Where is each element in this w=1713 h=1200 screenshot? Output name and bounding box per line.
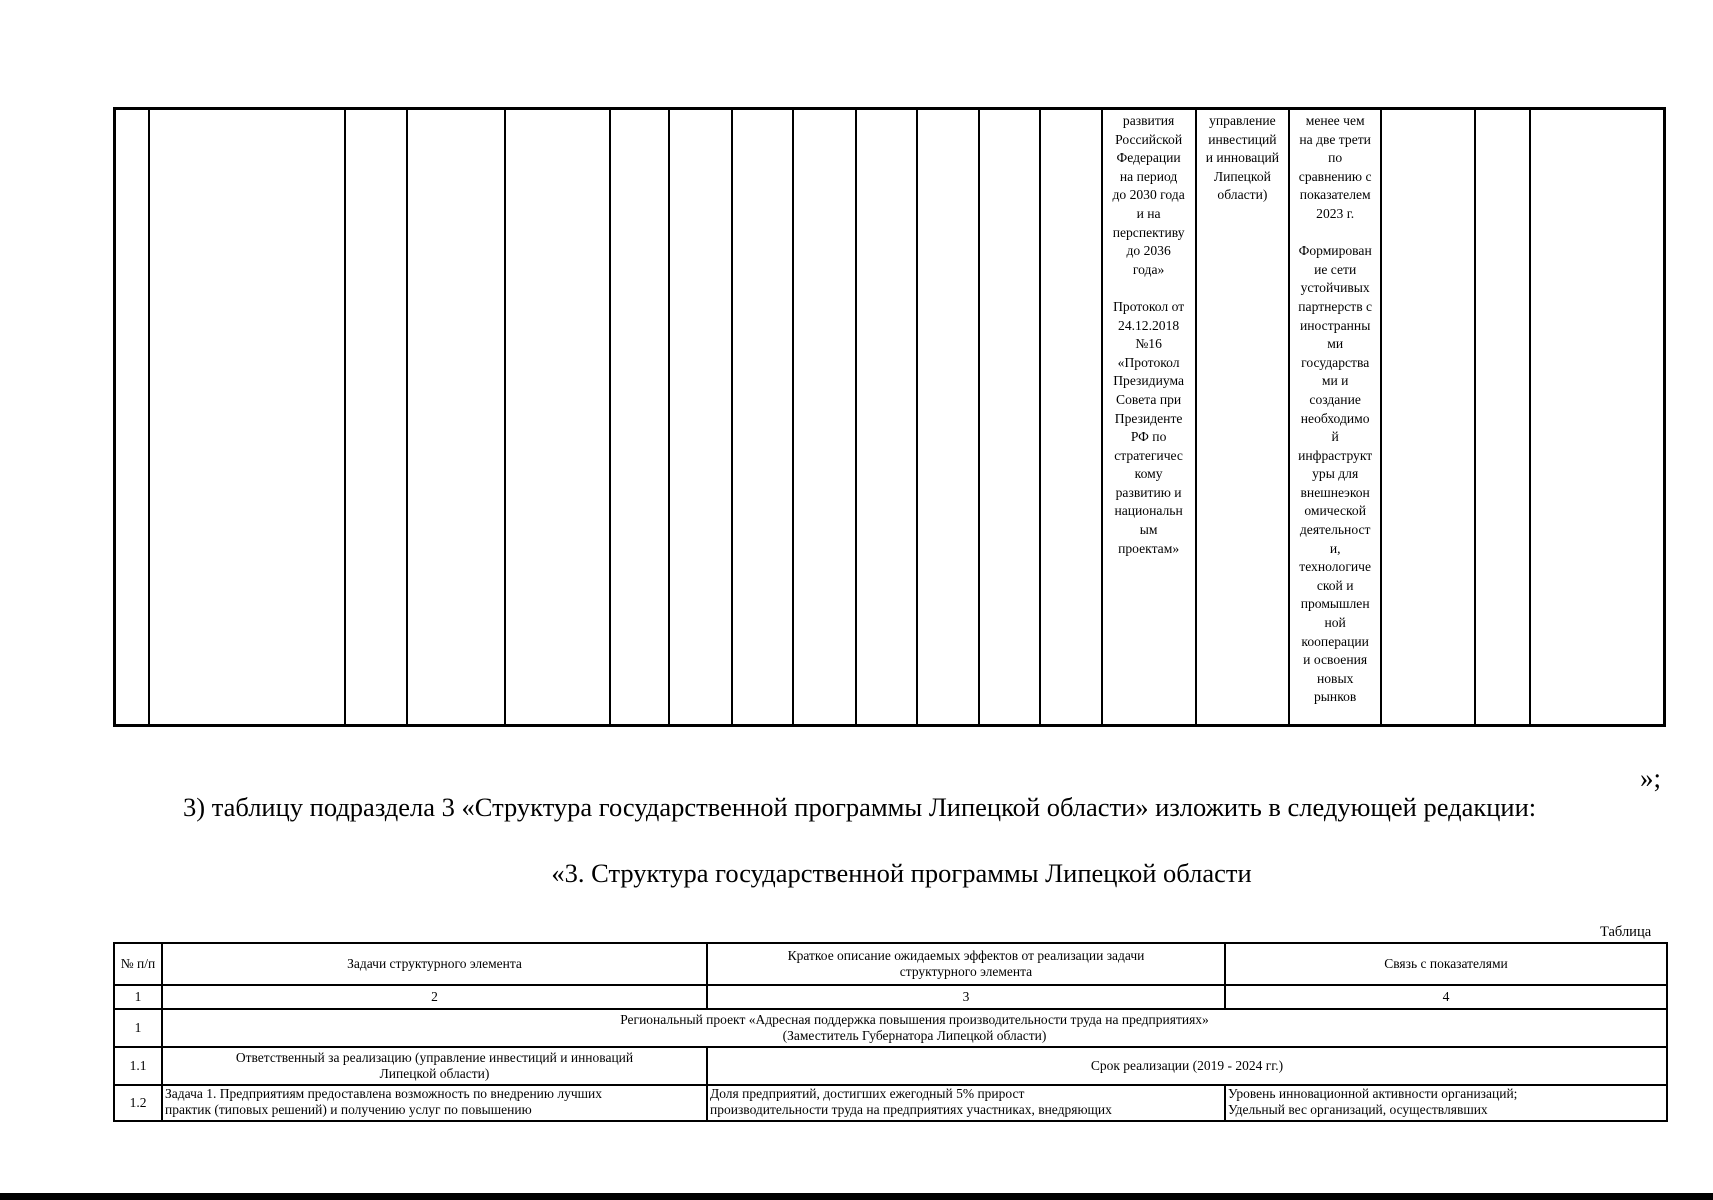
responsible-cell (162, 1047, 707, 1085)
cell-empty (610, 109, 669, 726)
cell-empty (407, 109, 505, 726)
continuation-row (115, 109, 1665, 726)
cell-empty (1530, 109, 1664, 726)
cell-empty (856, 109, 918, 726)
column-number: 3 (707, 985, 1225, 1009)
header-tasks: Задачи структурного элемента (162, 943, 707, 985)
cell-strategy-documents (1102, 109, 1196, 726)
cell-empty (1040, 109, 1102, 726)
task-indicators (1225, 1085, 1667, 1121)
implementation-term: Срок реализации (2019 - 2024 гг.) (707, 1047, 1667, 1085)
task-row (114, 1085, 1667, 1121)
cell-empty (917, 109, 979, 726)
cell-empty (505, 109, 610, 726)
cell-empty (1381, 109, 1475, 726)
column-number: 1 (114, 985, 162, 1009)
cell-empty (345, 109, 407, 726)
responsible-num: 1.1 (114, 1047, 162, 1085)
responsible-row (114, 1047, 1667, 1085)
table-label: Таблица (1600, 924, 1652, 940)
column-number: 2 (162, 985, 707, 1009)
task-num: 1.2 (114, 1085, 162, 1121)
project-title-line1: Региональный проект «Адресная поддержка повышения производительности труда на предприятиях» (620, 1012, 1209, 1027)
project-num: 1 (114, 1009, 162, 1047)
project-title-line2: (Заместитель Губернатора Липецкой области) (782, 1028, 1047, 1043)
cell-empty (149, 109, 346, 726)
intro-paragraph: 3) таблицу подраздела 3 «Структура государственной программы Липецкой области» изложить в следующей редакции: (183, 792, 1537, 822)
cell-empty (732, 109, 794, 726)
cell-empty (1475, 109, 1530, 726)
closing-quote: »; (1640, 763, 1662, 793)
responsible-line2: Липецкой области) (379, 1066, 490, 1081)
responsible-line1: Ответственный за реализацию (управление инвестиций и инноваций (235, 1050, 634, 1065)
task-line2: практик (типовых решений) и получению услуг по повышению (165, 1102, 532, 1117)
task-description (162, 1085, 707, 1121)
cell-empty (115, 109, 149, 726)
indicator-line1: Уровень инновационной активности организаций; (1228, 1086, 1518, 1101)
section-title: «3. Структура государственной программы Липецкой области (551, 858, 1252, 888)
responsible-text: управление инвестиций и инноваций Липецкой области) (1205, 113, 1280, 203)
cell-responsible (1196, 109, 1290, 726)
task-effect (707, 1085, 1225, 1121)
page-bottom-border (0, 1193, 1713, 1200)
cell-empty (669, 109, 732, 726)
header-effects (707, 943, 1225, 985)
cell-empty (979, 109, 1041, 726)
structure-table (113, 942, 1668, 1122)
task-line1: Задача 1. Предприятиям предоставлена возможность по внедрению лучших (165, 1086, 603, 1101)
continuation-table (113, 107, 1666, 727)
project-row (114, 1009, 1667, 1047)
header-effects-line1: Краткое описание ожидаемых эффектов от реализации задачи (787, 948, 1145, 963)
column-number-row (114, 985, 1667, 1009)
effect-line1: Доля предприятий, достигших ежегодный 5% прирост (710, 1086, 1025, 1101)
project-title (162, 1009, 1667, 1047)
header-effects-line2: структурного элемента (899, 964, 1033, 979)
cell-goals (1289, 109, 1381, 726)
header-indicators: Связь с показателями (1225, 943, 1667, 985)
goals-text: менее чем на две трети по сравнению с показателем 2023 г. Формирован ие сети устойчивых партнерств с иностранны ми государства ми и создание необходимо й инфраструкт уры для внешнеэкон омической деятельност и, технологиче ской и промышлен ной кооперации и освоения новых рынков (1298, 113, 1373, 705)
indicator-line2: Удельный вес организаций, осуществлявших (1228, 1102, 1488, 1117)
column-number: 4 (1225, 985, 1667, 1009)
cell-empty (793, 109, 856, 726)
effect-line2: производительности труда на предприятиях участниках, внедряющих (710, 1102, 1112, 1117)
header-num: № п/п (114, 943, 162, 985)
strategy-documents-text: развития Российской Федерации на период до 2030 года и на перспективу до 2036 года» Протокол от 24.12.2018 №16 «Протокол Президиума Совета при Президенте РФ по стратегичес кому развитию и национальн ым проектам» (1112, 113, 1185, 556)
header-row (114, 943, 1667, 985)
